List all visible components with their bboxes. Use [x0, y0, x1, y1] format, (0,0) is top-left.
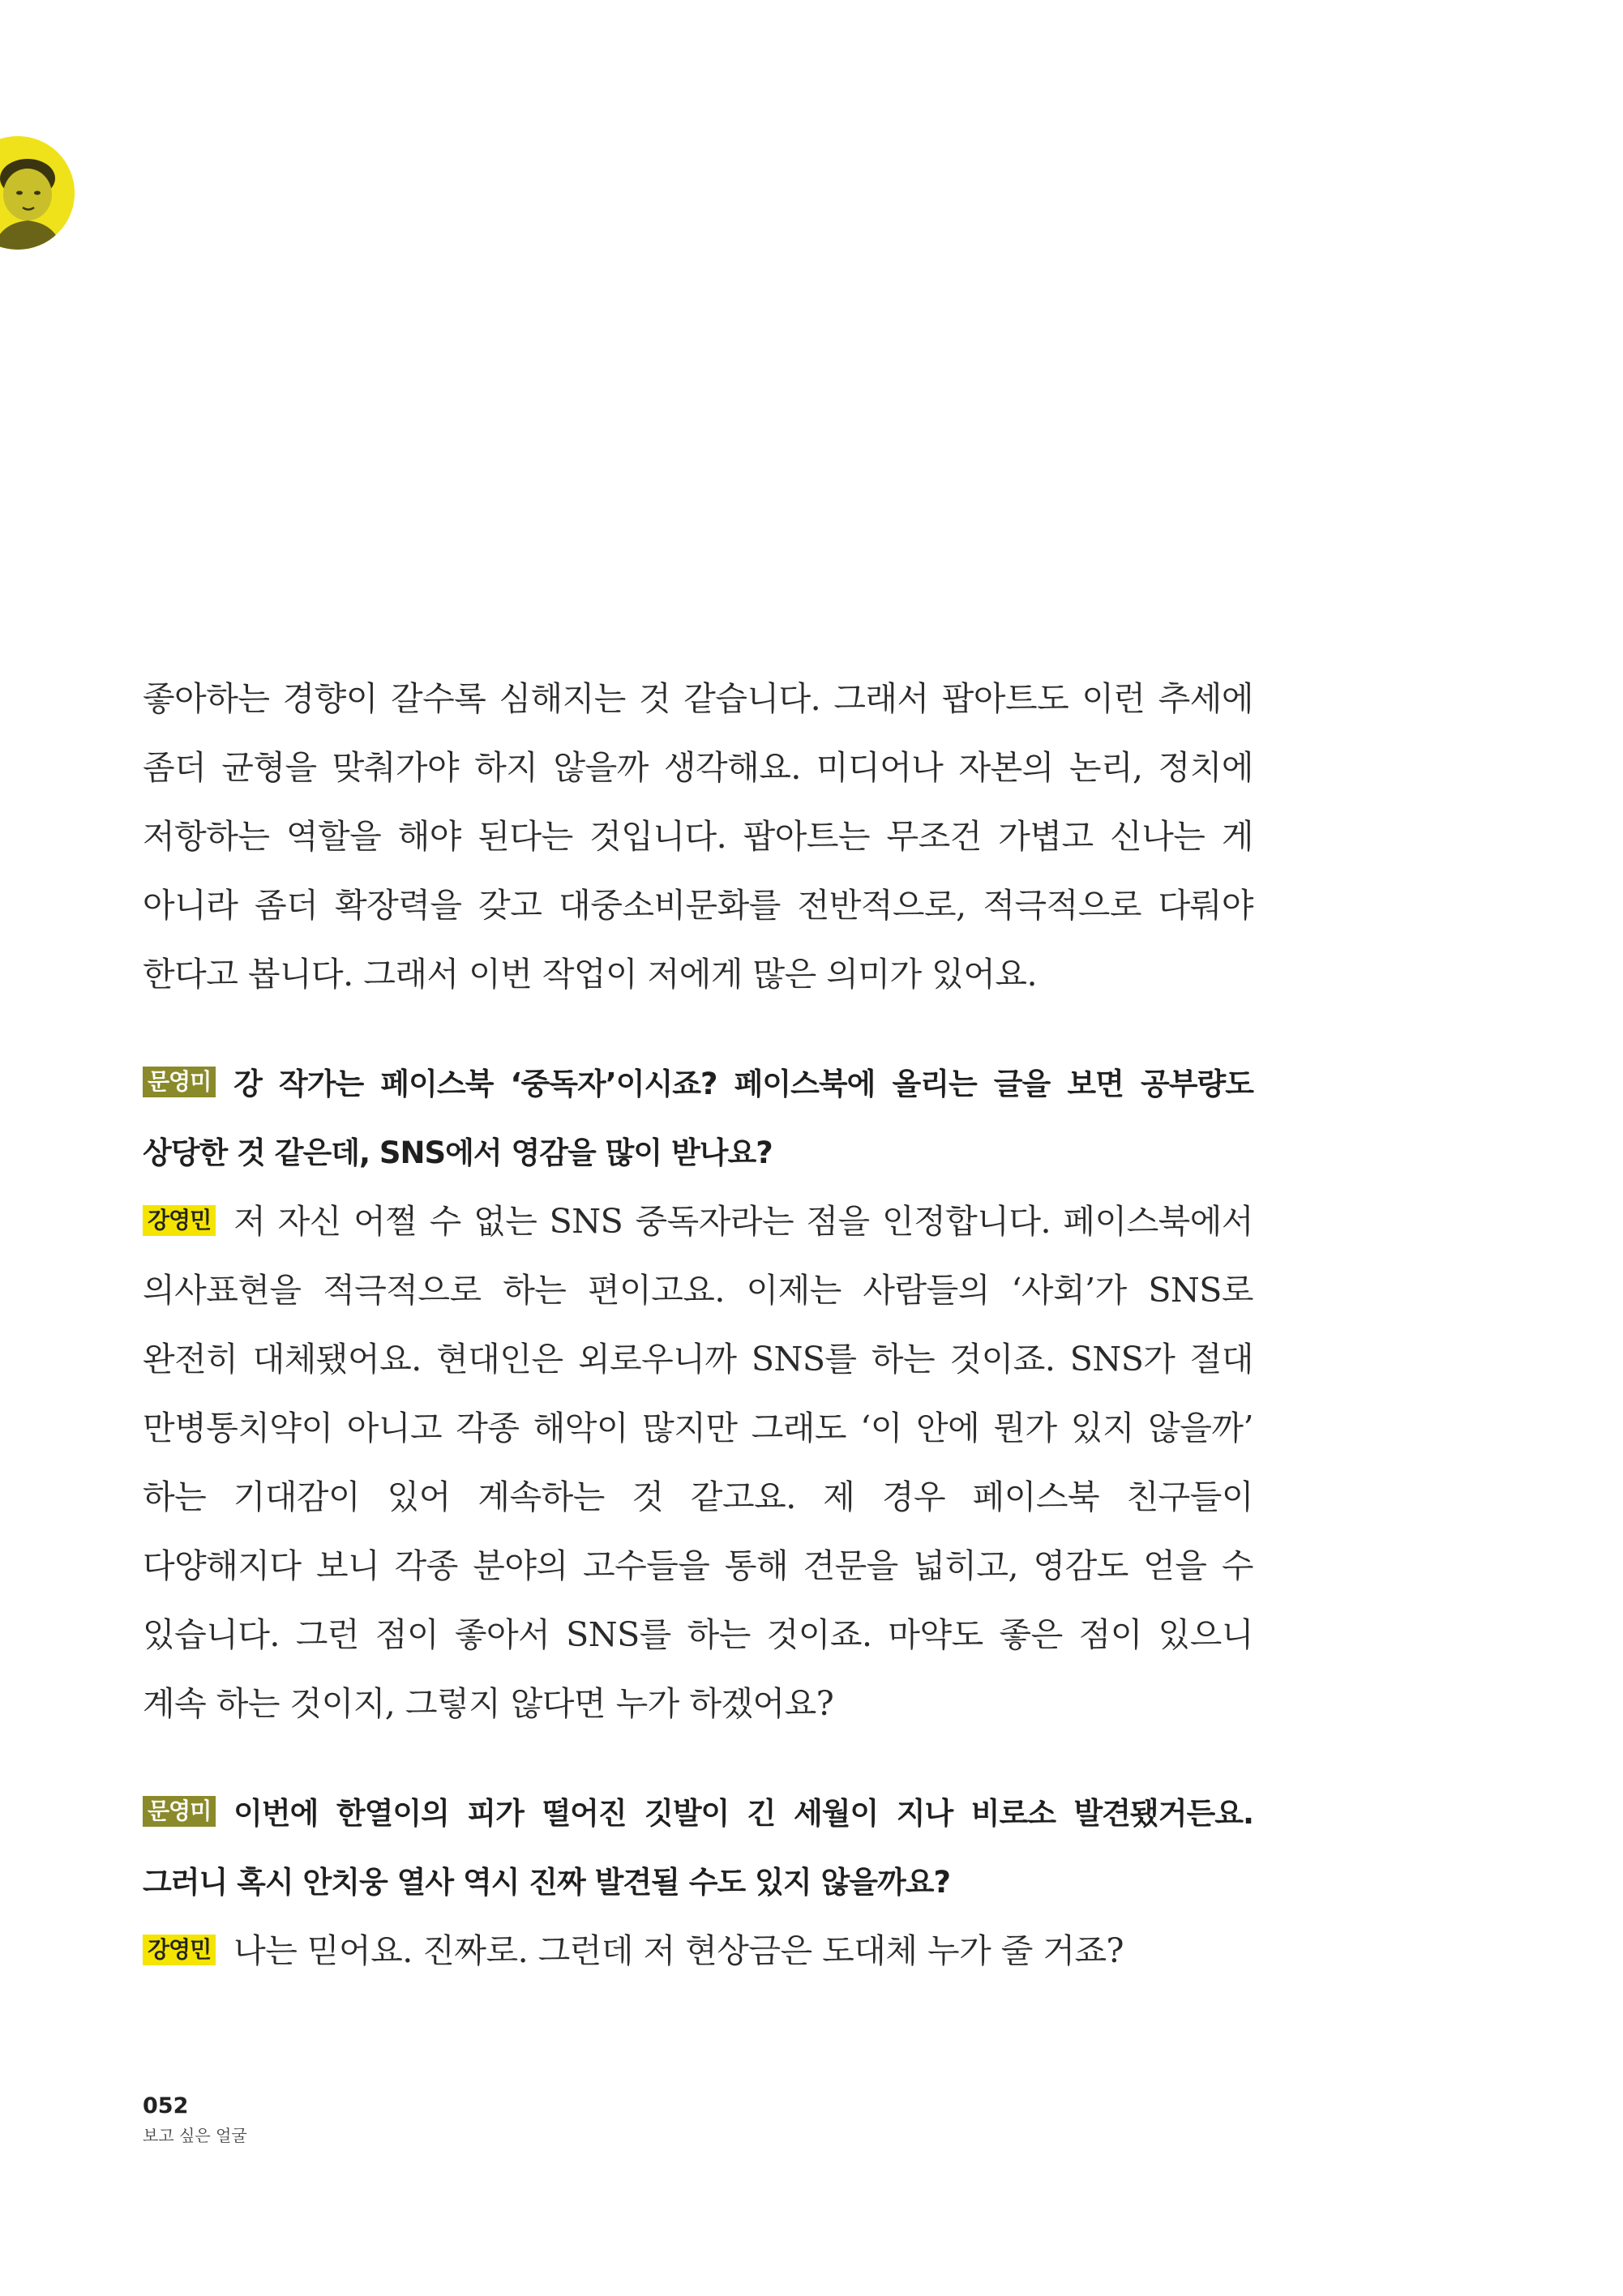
answer-2 — [143, 1917, 1253, 1986]
interviewer-tag: 문영미 — [143, 1796, 216, 1827]
interviewer-tag: 문영미 — [143, 1067, 216, 1097]
page-number: 052 — [143, 2093, 189, 2119]
page-footer — [143, 2093, 247, 2148]
author-portrait — [0, 136, 75, 250]
portrait-image — [0, 136, 75, 250]
respondent-tag: 강영민 — [143, 1205, 216, 1236]
question-text: 이번에 한열이의 피가 떨어진 깃발이 긴 세월이 지나 비로소 발견됐거든요. 그러니 혹시 안치웅 열사 역시 진짜 발견될 수도 있지 않을까요? — [143, 1796, 1253, 1900]
body-paragraph: 좋아하는 경향이 갈수록 심해지는 것 같습니다. 그래서 팝아트도 이런 추세에 좀더 균형을 맞춰가야 하지 않을까 생각해요. 미디어나 자본의 논리, 정치에 저항하는 역할을 해야 된다는 것입니다. 팝아트는 무조건 가볍고 신나는 게 아니라 좀더 확장력을 갖고 대중소비문화를 전반적으로, 적극적으로 다뤄야 한다고 봅니다. 그래서 이번 작업이 저에게 많은 의미가 있어요. — [143, 679, 1253, 994]
answer-text: 저 자신 어쩔 수 없는 SNS 중독자라는 점을 인정합니다. 페이스북에서 의사표현을 적극적으로 하는 편이고요. 이제는 사람들의 ‘사회’가 SNS로 완전히 대체됐어요. 현대인은 외로우니까 SNS를 하는 것이죠. SNS가 절대 만병통치약이 아니고 각종 해악이 많지만 그래도 ‘이 안에 뭔가 있지 않을까’ 하는 기대감이 있어 계속하는 것 같고요. 제 경우 페이스북 친구들이 다양해지다 보니 각종 분야의 고수들을 통해 견문을 넓히고, 영감도 얻을 수 있습니다. 그런 점이 좋아서 SNS를 하는 것이죠. 마약도 좋은 점이 있으니 계속 하는 것이지, 그렇지 않다면 누가 하겠어요? — [143, 1202, 1253, 1723]
answer-text: 나는 믿어요. 진짜로. 그런데 저 현상금은 도대체 누가 줄 거죠? — [233, 1931, 1124, 1970]
respondent-tag: 강영민 — [143, 1935, 216, 1965]
article-body — [143, 665, 1253, 1986]
question-1 — [143, 1050, 1253, 1187]
question-text: 강 작가는 페이스북 ‘중독자’이시죠? 페이스북에 올리는 글을 보면 공부량도 상당한 것 같은데, SNS에서 영감을 많이 받나요? — [143, 1067, 1253, 1170]
answer-1 — [143, 1187, 1253, 1738]
running-title: 보고 싶은 얼굴 — [143, 2126, 247, 2145]
question-2 — [143, 1779, 1253, 1917]
qa-block-1 — [143, 1050, 1253, 1738]
qa-block-2 — [143, 1779, 1253, 1986]
